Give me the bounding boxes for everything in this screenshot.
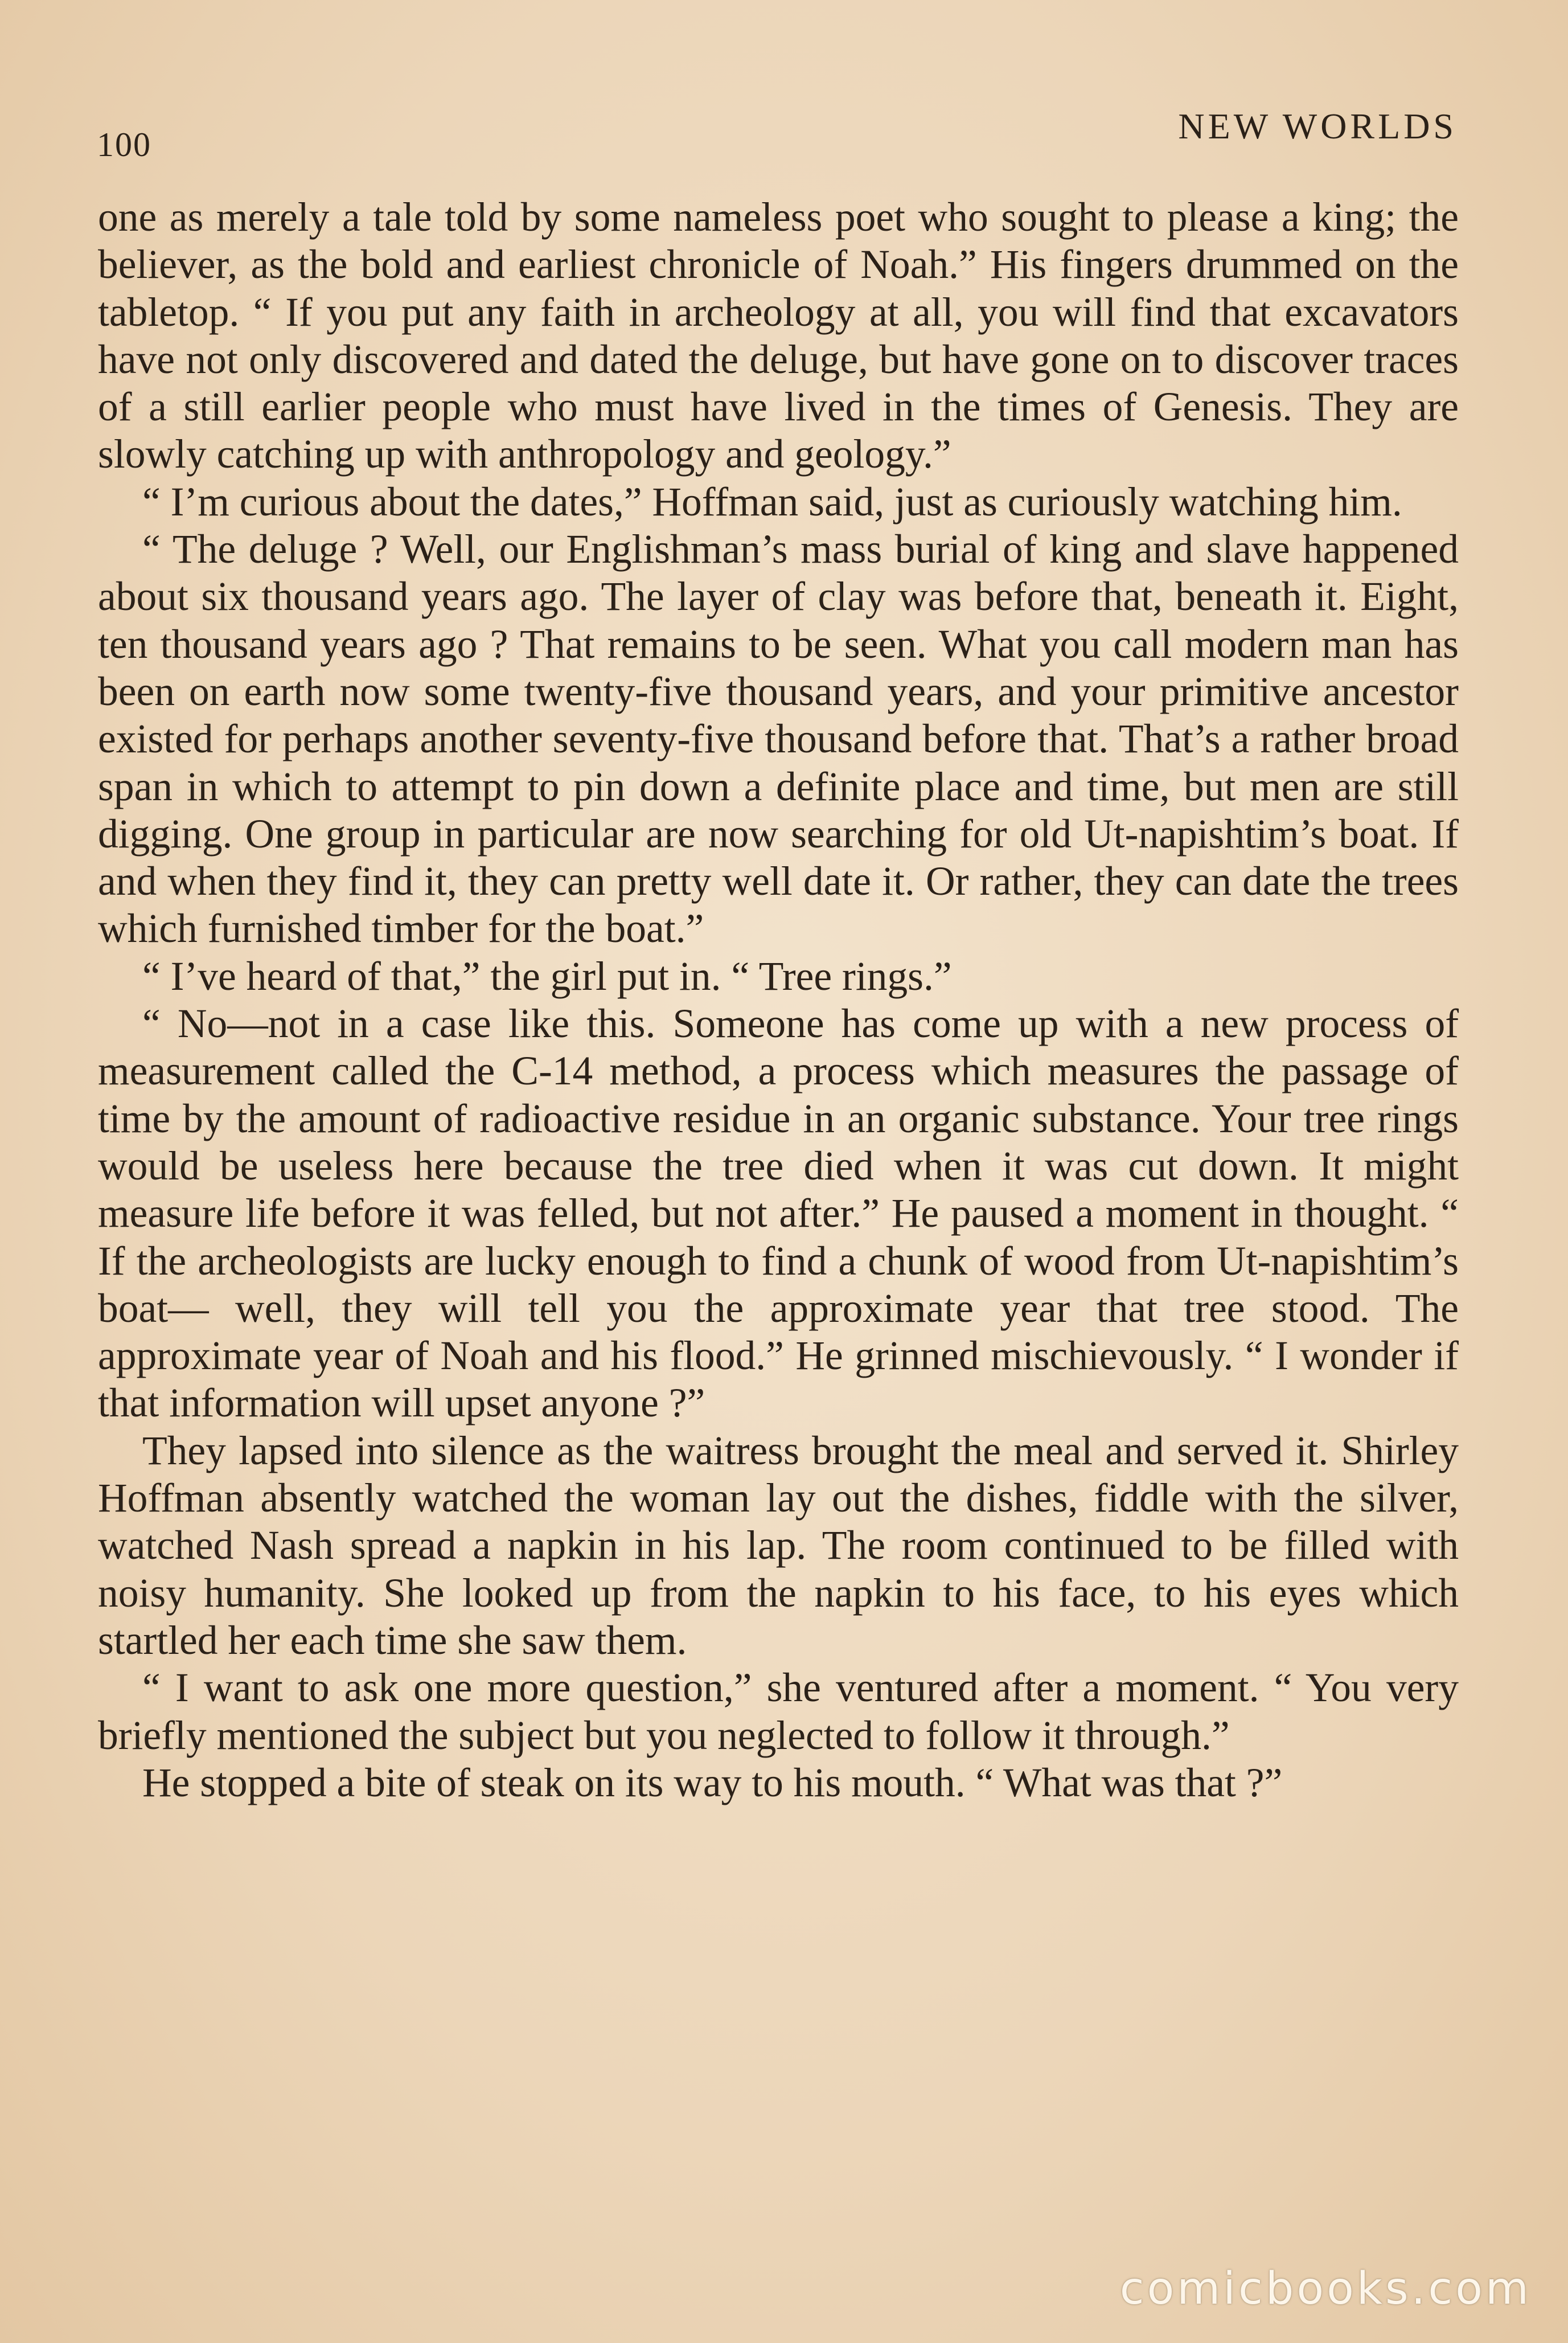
paragraph: “ I want to ask one more question,” she ventured after a moment. “ You very briefly mentioned the subject but you neglected to follow it through.” — [98, 1665, 1459, 1758]
paragraph: “ No—not in a case like this. Someone has come up with a new process of measurement called the C-14 method, a process which measures the passage of time by the amount of radioactive residue in an organic substance. Your tree rings would be useless here because the tree died when it was cut down. It might measure life before it was felled, but not after.” He paused a moment in thought. “ If the archeologists are lucky enough to find a chunk of wood from Ut-napishtim’s boat— well, they will tell you the approximate year that tree stood. The approximate year of Noah and his flood.” He grinned mischievously. “ I wonder if that information will upset anyone ?” — [98, 1001, 1459, 1426]
page-header — [97, 97, 1457, 163]
running-head: NEW WORLDS — [1178, 106, 1457, 146]
body-text — [98, 194, 1459, 1807]
paragraph: “ I’m curious about the dates,” Hoffman said, just as curiously watching him. — [142, 479, 1402, 525]
paragraph: “ The deluge ? Well, our Englishman’s mass burial of king and slave happened about six thousand years ago. The layer of clay was before that, beneath it. Eight, ten thousand years ago ? That remains to be seen. What you call modern man has been on earth now some twenty-five thousand years, and your primitive ancestor existed for perhaps another seventy-five thousand before that. That’s a rather broad span in which to attempt to pin down a definite place and time, but men are still digging. One group in particular are now searching for old Ut-napishtim’s boat. If and when they find it, they can pretty well date it. Or rather, they can date the trees which furnished timber for the boat.” — [98, 527, 1459, 952]
paragraph: He stopped a bite of steak on its way to his mouth. “ What was that ?” — [142, 1760, 1283, 1805]
paragraph: They lapsed into silence as the waitress brought the meal and served it. Shirley Hoffman absently watched the woman lay out the dishes, fiddle with the silver, watched Nash spread a napkin in his lap. The room continued to be filled with noisy humanity. She looked up from the napkin to his face, to his eyes which startled her each time she saw them. — [98, 1428, 1459, 1663]
paragraph: one as merely a tale told by some nameless poet who sought to please a king; the believer, as the bold and earliest chronicle of Noah.” His fingers drummed on the tabletop. “ If you put any faith in archeology at all, you will find that excavators have not only discovered and dated the deluge, but have gone on to discover traces of a still earlier people who must have lived in the times of Genesis. They are slowly catching up with anthropology and geology.” — [98, 195, 1459, 477]
watermark-logo: comicbooks.com — [1119, 2263, 1532, 2315]
paragraph: “ I’ve heard of that,” the girl put in. “ Tree rings.” — [142, 953, 952, 999]
page-number: 100 — [97, 126, 151, 163]
